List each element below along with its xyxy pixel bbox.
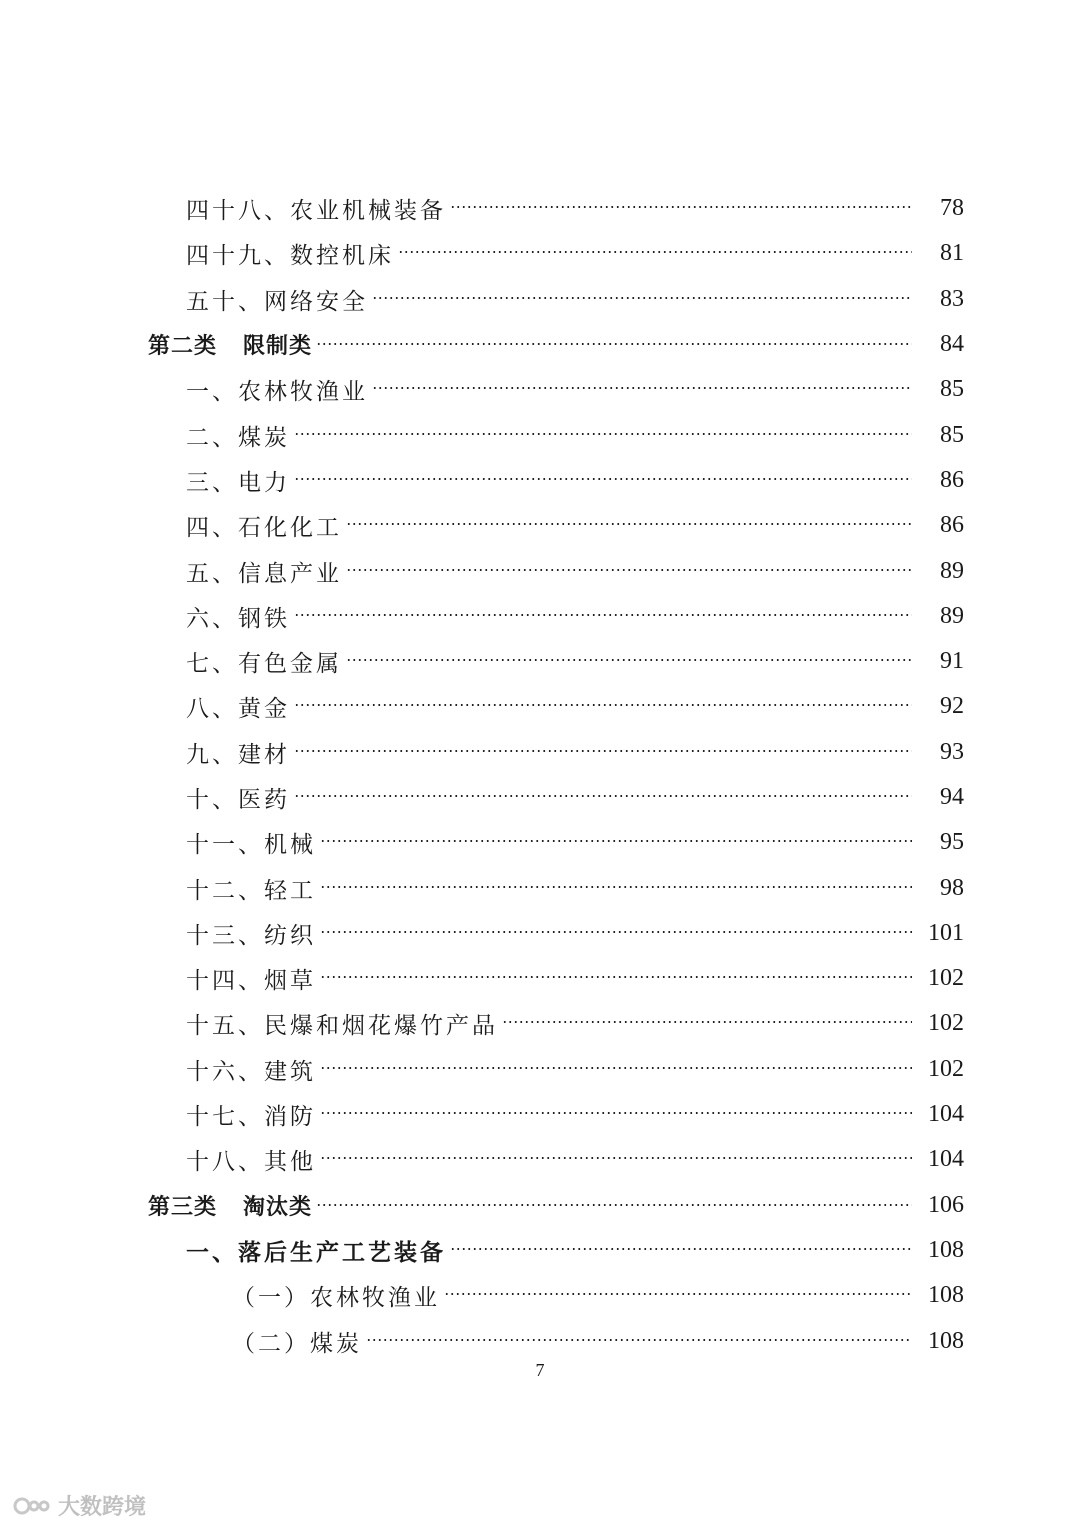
toc-entry-row [0,820,1080,865]
table-of-contents [0,186,1080,1364]
toc-entry-label: 六、钢铁 [186,600,294,633]
toc-section-title: 限制类 [243,334,313,360]
toc-page-number: 89 [940,602,964,629]
toc-section-number: 第二类 [148,334,218,360]
toc-page-number: 95 [940,829,964,856]
toc-entry-label: 五十、网络安全 [186,283,372,316]
toc-entry-row [0,1228,1080,1273]
toc-entry-row [0,594,1080,639]
toc-entry-label: 十、医药 [186,781,294,814]
watermark [12,1490,146,1521]
toc-entry-row [0,956,1080,1001]
dot-leader [316,343,912,345]
toc-entry-label: 八、黄金 [186,690,294,723]
toc-page-number: 108 [928,1327,964,1354]
toc-page-number: 104 [928,1101,964,1128]
toc-entry-row [0,1047,1080,1092]
toc-entry-row [0,1092,1080,1137]
toc-entry-label: （一）农林牧渔业 [232,1279,444,1312]
toc-entry-row [0,412,1080,457]
toc-entry-row [0,1273,1080,1318]
toc-section-number: 第三类 [148,1194,218,1220]
dot-leader [398,251,912,253]
dot-leader [320,976,912,978]
toc-entry-label: 九、建材 [186,736,294,769]
toc-page-number: 102 [928,965,964,992]
dot-leader [320,931,912,933]
toc-page-number: 108 [928,1282,964,1309]
toc-page-number: 94 [940,784,964,810]
toc-entry-row [0,458,1080,503]
toc-page-number: 85 [940,421,964,448]
toc-page-number: 108 [928,1236,964,1263]
toc-entry-label: 十一、机械 [186,826,320,859]
toc-entry-row [0,1137,1080,1182]
toc-entry-row [0,231,1080,276]
dot-leader [346,523,912,525]
dot-leader [320,1157,912,1159]
toc-entry-row [0,911,1080,956]
toc-entry-row [0,684,1080,729]
dot-leader [294,795,912,797]
toc-page-number: 78 [940,195,964,222]
watermark-logo-icon [12,1494,52,1518]
dot-leader [450,1248,912,1250]
toc-entry-label: （二）煤炭 [232,1325,366,1358]
toc-entry-label: 四、石化化工 [186,509,346,542]
toc-entry-row [0,1318,1080,1363]
toc-page-number: 101 [928,919,964,946]
toc-page-number: 89 [940,557,964,584]
toc-entry-label: 十三、纺织 [186,917,320,950]
page-number: 7 [535,1360,545,1380]
toc-page-number: 106 [928,1191,964,1218]
toc-entry-row [0,639,1080,684]
toc-entry-label: 五、信息产业 [186,555,346,588]
toc-entry-row [0,503,1080,548]
toc-entry-label: 四十八、农业机械装备 [186,192,450,225]
toc-entry-label: 二、煤炭 [186,419,294,452]
toc-entry-row [0,277,1080,322]
toc-page-number: 85 [940,376,964,403]
toc-entry-label: 十四、烟草 [186,962,320,995]
toc-entry-label: 七、有色金属 [186,645,346,678]
toc-page-number: 102 [928,1010,964,1037]
toc-entry-label: 十八、其他 [186,1143,320,1176]
dot-leader [502,1021,912,1023]
toc-page-number: 91 [940,648,964,675]
toc-page-number: 84 [940,331,964,358]
toc-entry-label [148,1190,316,1221]
toc-page-number: 92 [940,693,964,720]
toc-entry-label: 十二、轻工 [186,872,320,905]
toc-entry-label: 三、电力 [186,464,294,497]
toc-section-title: 淘汰类 [243,1194,313,1220]
toc-page-number: 81 [940,240,964,267]
dot-leader [450,206,912,208]
dot-leader [320,1067,912,1069]
dot-leader [372,297,912,299]
dot-leader [444,1293,912,1295]
toc-entry-label [148,329,316,360]
toc-entry-row [0,548,1080,593]
dot-leader [320,886,912,888]
toc-page-number: 86 [940,466,964,493]
toc-section-row [0,1183,1080,1228]
toc-entry-row [0,367,1080,412]
dot-leader [316,1204,912,1206]
dot-leader [294,614,912,616]
toc-entry-row [0,865,1080,910]
dot-leader [372,387,912,389]
dot-leader [346,659,912,661]
toc-entry-label: 十七、消防 [186,1098,320,1131]
dot-leader [366,1339,912,1341]
toc-page-number: 86 [940,512,964,539]
dot-leader [320,840,912,842]
dot-leader [320,1112,912,1114]
dot-leader [294,750,912,752]
dot-leader [294,478,912,480]
toc-entry-row [0,1001,1080,1046]
dot-leader [294,704,912,706]
toc-page-number: 98 [940,874,964,901]
dot-leader [294,433,912,435]
toc-entry-label: 十五、民爆和烟花爆竹产品 [186,1007,502,1040]
toc-entry-label: 十六、建筑 [186,1053,320,1086]
toc-entry-row [0,775,1080,820]
toc-entry-label: 一、农林牧渔业 [186,373,372,406]
toc-entry-row [0,730,1080,775]
dot-leader [346,569,912,571]
toc-entry-row [0,186,1080,231]
toc-page-number: 104 [928,1146,964,1173]
toc-entry-label: 一、落后生产工艺装备 [186,1234,450,1267]
toc-section-row [0,322,1080,367]
toc-page-number: 102 [928,1055,964,1082]
watermark-text: 大数跨境 [58,1495,147,1520]
toc-page-number: 93 [940,738,964,765]
toc-page-number: 83 [940,285,964,312]
toc-entry-label: 四十九、数控机床 [186,237,398,270]
